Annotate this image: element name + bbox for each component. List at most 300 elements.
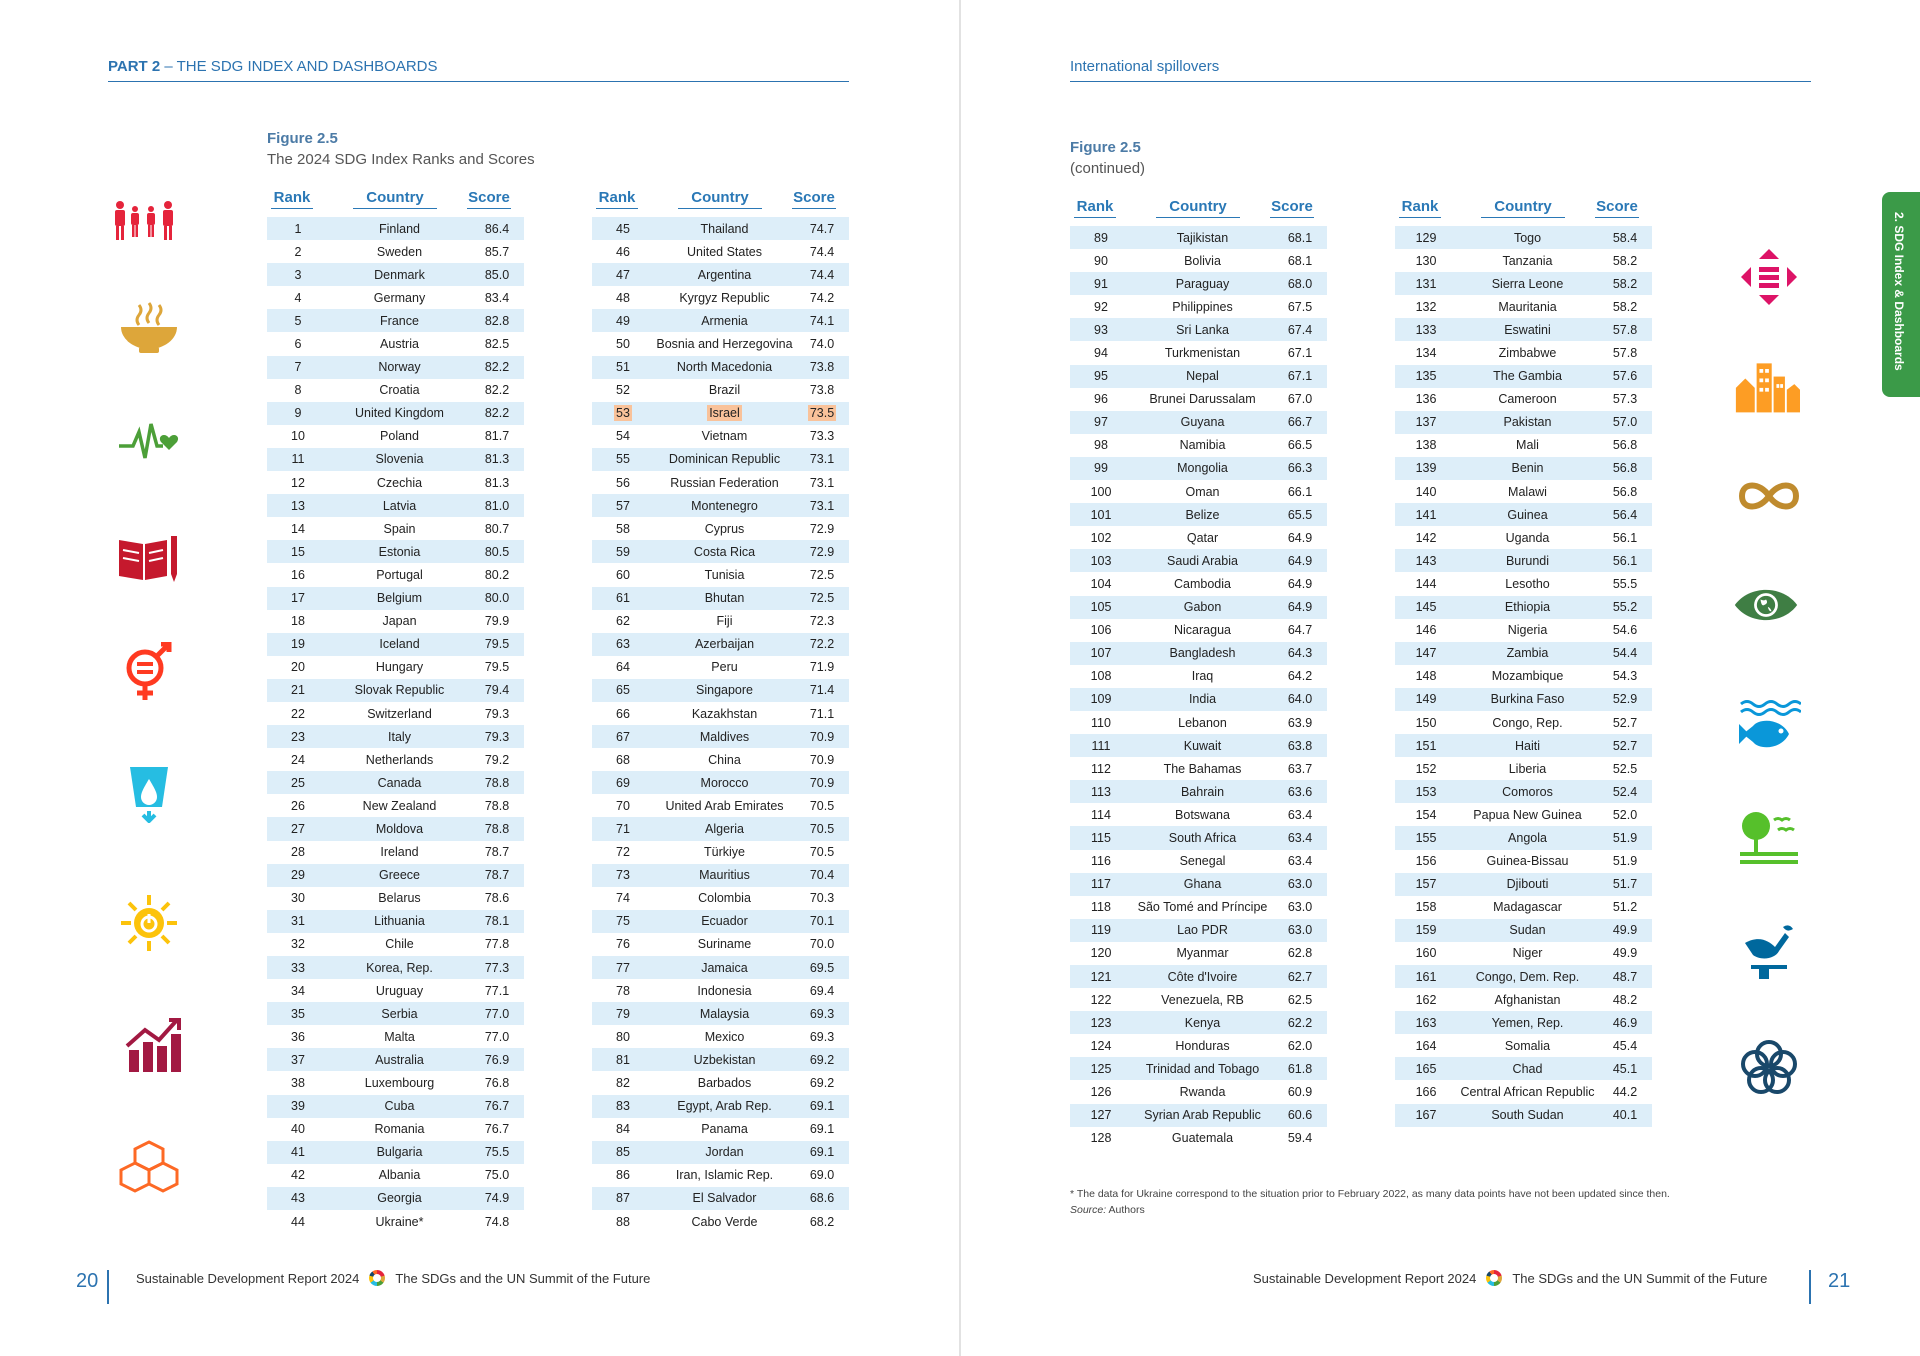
rank-cell: 74 — [616, 891, 630, 906]
score-cell: 62.0 — [1287, 1038, 1313, 1053]
rank-cell: 161 — [1415, 969, 1437, 984]
score-cell: 63.6 — [1287, 784, 1313, 799]
table-row — [592, 910, 849, 933]
country-cell: Mozambique — [1491, 669, 1564, 684]
rank-cell: 108 — [1090, 669, 1112, 684]
rank-cell: 57 — [616, 498, 630, 513]
rank-cell: 81 — [616, 1052, 630, 1067]
table-row — [267, 563, 524, 586]
table-row — [592, 679, 849, 702]
table-row — [1070, 665, 1327, 688]
country-cell: Ireland — [380, 845, 419, 860]
score-cell: 80.7 — [484, 521, 510, 536]
table-row — [267, 1141, 524, 1164]
country-cell: Egypt, Arab Rep. — [677, 1099, 772, 1114]
table-row — [1070, 295, 1327, 318]
score-cell: 79.9 — [484, 614, 510, 629]
table-row — [592, 725, 849, 748]
rank-cell: 47 — [616, 267, 630, 282]
table-row — [592, 309, 849, 332]
score-cell: 74.8 — [484, 1214, 510, 1229]
table-header — [267, 184, 524, 209]
table-row — [1395, 803, 1652, 826]
rank-cell: 36 — [291, 1029, 305, 1044]
rank-cell: 26 — [291, 798, 305, 813]
country-cell: Poland — [380, 429, 419, 444]
rank-cell: 166 — [1415, 1085, 1437, 1100]
table-row — [267, 933, 524, 956]
country-cell: Nepal — [1186, 369, 1219, 384]
rank-cell: 156 — [1415, 854, 1437, 869]
table-row — [1395, 688, 1652, 711]
table-row — [267, 356, 524, 379]
table-row — [1395, 665, 1652, 688]
country-cell: Papua New Guinea — [1473, 807, 1582, 822]
score-cell: 56.8 — [1612, 461, 1638, 476]
table-row — [267, 540, 524, 563]
table-row — [1395, 1057, 1652, 1080]
country-cell: Saudi Arabia — [1167, 553, 1238, 568]
table-row — [592, 633, 849, 656]
score-cell: 86.4 — [484, 221, 510, 236]
rank-cell: 139 — [1415, 461, 1437, 476]
country-cell: Moldova — [375, 821, 424, 836]
country-cell: Zambia — [1506, 646, 1549, 661]
rank-cell: 56 — [616, 475, 630, 490]
table-row — [1395, 295, 1652, 318]
sdg-wheel-icon — [369, 1270, 385, 1286]
table-row — [267, 1002, 524, 1025]
page-number-divider — [107, 1270, 109, 1304]
rank-cell: 132 — [1415, 299, 1437, 314]
table-row — [1395, 434, 1652, 457]
table-row — [1070, 503, 1327, 526]
rank-cell: 15 — [291, 544, 305, 559]
score-cell: 56.1 — [1612, 530, 1638, 545]
table-row — [267, 217, 524, 240]
score-cell: 70.9 — [809, 775, 835, 790]
rank-cell: 24 — [291, 752, 305, 767]
country-cell: Bolivia — [1184, 253, 1221, 268]
table-row — [1070, 965, 1327, 988]
table-row — [1070, 1057, 1327, 1080]
score-cell: 78.8 — [484, 775, 510, 790]
rank-cell: 34 — [291, 983, 305, 998]
table-row — [1395, 1080, 1652, 1103]
country-cell: Colombia — [698, 891, 751, 906]
score-cell: 57.8 — [1612, 346, 1638, 361]
score-cell: 54.4 — [1612, 646, 1638, 661]
country-cell: Congo, Dem. Rep. — [1475, 969, 1580, 984]
country-cell: Luxembourg — [364, 1076, 435, 1091]
footer: Sustainable Development Report 2024 The SDGs and the UN Summit of the Future — [136, 1270, 651, 1286]
score-cell: 81.3 — [484, 452, 510, 467]
table-row — [1070, 896, 1327, 919]
decent-work-icon — [120, 1012, 186, 1078]
country-cell: Tajikistan — [1176, 230, 1229, 245]
table-row — [592, 517, 849, 540]
rank-cell: 118 — [1091, 900, 1111, 915]
rank-cell: 140 — [1415, 484, 1437, 499]
rank-cell: 105 — [1090, 600, 1112, 615]
table-row — [267, 771, 524, 794]
table-header — [1395, 193, 1652, 218]
country-cell: Central African Republic — [1460, 1085, 1595, 1100]
rank-cell: 159 — [1415, 923, 1437, 938]
score-cell: 40.1 — [1612, 1108, 1638, 1123]
country-cell: Somalia — [1504, 1038, 1551, 1053]
table-row — [1395, 850, 1652, 873]
rank-cell: 45 — [616, 221, 630, 236]
score-cell: 67.1 — [1287, 346, 1313, 361]
country-cell: Brazil — [708, 383, 741, 398]
score-cell: 85.0 — [484, 267, 510, 282]
country-cell: Finland — [379, 221, 420, 236]
table-row — [267, 1187, 524, 1210]
country-cell: The Bahamas — [1163, 761, 1242, 776]
country-cell: Bahrain — [1180, 784, 1225, 799]
rank-cell: 52 — [616, 383, 630, 398]
country-cell: Venezuela, RB — [1161, 992, 1244, 1007]
rank-cell: 143 — [1415, 553, 1437, 568]
table-row — [1070, 411, 1327, 434]
score-cell: 66.5 — [1287, 438, 1313, 453]
running-header: PART 2 – THE SDG INDEX AND DASHBOARDS — [108, 58, 849, 82]
score-cell: 64.9 — [1287, 576, 1313, 591]
score-cell: 58.2 — [1612, 253, 1638, 268]
table-row — [267, 402, 524, 425]
score-cell: 73.5 — [809, 406, 835, 421]
country-cell: Bangladesh — [1169, 646, 1236, 661]
table-row — [267, 448, 524, 471]
score-cell: 69.1 — [809, 1145, 835, 1160]
rank-cell: 85 — [616, 1145, 630, 1160]
table-row — [267, 794, 524, 817]
rank-cell: 22 — [291, 706, 305, 721]
country-header: Country — [1481, 198, 1565, 218]
country-cell: Oman — [1185, 484, 1220, 499]
country-cell: Sudan — [1509, 923, 1546, 938]
score-header: Score — [1270, 198, 1314, 218]
country-cell: Latvia — [382, 498, 417, 513]
country-cell: Fiji — [716, 614, 733, 629]
rank-cell: 124 — [1090, 1038, 1112, 1053]
score-cell: 44.2 — [1612, 1085, 1638, 1100]
country-cell: Kenya — [1184, 1015, 1221, 1030]
score-cell: 57.3 — [1612, 392, 1638, 407]
table-row — [267, 332, 524, 355]
table-row — [267, 610, 524, 633]
country-cell: Belize — [1185, 507, 1220, 522]
table-row — [267, 286, 524, 309]
table-row — [1070, 757, 1327, 780]
table-row — [1395, 826, 1652, 849]
rank-cell: 38 — [291, 1076, 305, 1091]
rank-cell: 92 — [1094, 299, 1108, 314]
country-cell: Albania — [378, 1168, 421, 1183]
clean-water-icon — [116, 760, 182, 826]
table-row — [1395, 388, 1652, 411]
country-cell: Canada — [377, 775, 422, 790]
table-row — [1395, 272, 1652, 295]
score-cell: 72.2 — [809, 637, 835, 652]
table-row — [1070, 549, 1327, 572]
score-cell: 82.5 — [484, 337, 510, 352]
rank-cell: 13 — [291, 498, 305, 513]
rank-cell: 98 — [1094, 438, 1108, 453]
table-row — [592, 979, 849, 1002]
score-cell: 68.1 — [1287, 253, 1313, 268]
score-cell: 74.7 — [809, 221, 835, 236]
country-cell: Turkmenistan — [1164, 346, 1241, 361]
country-cell: Vietnam — [701, 429, 748, 444]
rank-cell: 55 — [616, 452, 630, 467]
score-cell: 63.0 — [1287, 877, 1313, 892]
rank-cell: 135 — [1415, 369, 1437, 384]
score-cell: 70.5 — [809, 821, 835, 836]
country-cell: Lithuania — [374, 914, 425, 929]
country-cell: Cambodia — [1174, 576, 1231, 591]
table-row — [1070, 688, 1327, 711]
rank-cell: 103 — [1090, 553, 1112, 568]
score-cell: 56.1 — [1612, 553, 1638, 568]
table-row — [1395, 757, 1652, 780]
table-row — [1070, 434, 1327, 457]
score-header: Score — [467, 189, 511, 209]
rank-cell: 71 — [616, 821, 630, 836]
score-cell: 79.3 — [484, 729, 510, 744]
country-cell: Chad — [1512, 1061, 1543, 1076]
rank-cell: 49 — [616, 313, 630, 328]
score-cell: 80.5 — [484, 544, 510, 559]
country-cell: Brunei Darussalam — [1149, 392, 1256, 407]
rank-cell: 70 — [616, 798, 630, 813]
rank-cell: 63 — [616, 637, 630, 652]
zero-hunger-icon — [116, 295, 182, 361]
table-row — [267, 1071, 524, 1094]
country-cell: Kazakhstan — [691, 706, 758, 721]
country-cell: Qatar — [1186, 530, 1219, 545]
peace-justice-icon — [1736, 918, 1802, 984]
table-row — [1070, 919, 1327, 942]
score-cell: 51.7 — [1612, 877, 1638, 892]
score-cell: 82.8 — [484, 313, 510, 328]
country-cell: Ethiopia — [1504, 600, 1551, 615]
table-row — [267, 910, 524, 933]
rank-cell: 20 — [291, 660, 305, 675]
rank-cell: 93 — [1094, 322, 1108, 337]
table-row — [592, 540, 849, 563]
rank-cell: 3 — [294, 267, 302, 282]
score-cell: 66.3 — [1287, 461, 1313, 476]
country-cell: Tanzania — [1502, 253, 1553, 268]
country-cell: Eswatini — [1504, 322, 1551, 337]
score-cell: 63.9 — [1287, 715, 1313, 730]
rank-table-1 — [267, 184, 524, 1233]
score-cell: 51.9 — [1612, 854, 1638, 869]
rank-cell: 114 — [1091, 807, 1111, 822]
rank-cell: 53 — [616, 406, 630, 421]
rank-cell: 146 — [1415, 623, 1437, 638]
rank-cell: 41 — [291, 1145, 305, 1160]
table-row — [267, 1210, 524, 1233]
rank-cell: 157 — [1415, 877, 1437, 892]
rank-cell: 62 — [616, 614, 630, 629]
country-cell: Togo — [1513, 230, 1542, 245]
table-row — [267, 702, 524, 725]
rank-cell: 164 — [1415, 1038, 1437, 1053]
score-cell: 78.8 — [484, 821, 510, 836]
rank-cell: 72 — [616, 845, 630, 860]
score-cell: 73.1 — [809, 498, 835, 513]
score-cell: 81.0 — [484, 498, 510, 513]
rank-cell: 35 — [291, 1006, 305, 1021]
country-cell: Trinidad and Tobago — [1145, 1061, 1260, 1076]
score-cell: 72.9 — [809, 521, 835, 536]
score-cell: 52.7 — [1612, 738, 1638, 753]
table-row — [1395, 896, 1652, 919]
score-cell: 74.4 — [809, 267, 835, 282]
rank-cell: 141 — [1415, 507, 1437, 522]
country-cell: Belarus — [378, 891, 421, 906]
table-row — [592, 448, 849, 471]
rank-header: Rank — [1074, 198, 1116, 218]
score-cell: 74.0 — [809, 337, 835, 352]
table-row — [1395, 226, 1652, 249]
rank-cell: 50 — [616, 337, 630, 352]
rank-cell: 59 — [616, 544, 630, 559]
table-row — [1070, 642, 1327, 665]
country-cell: Lesotho — [1505, 576, 1550, 591]
chapter-side-tab[interactable]: 2. SDG Index & Dashboards — [1882, 192, 1920, 397]
score-cell: 48.2 — [1612, 992, 1638, 1007]
rank-cell: 100 — [1090, 484, 1112, 499]
score-cell: 69.3 — [809, 1006, 835, 1021]
score-cell: 58.2 — [1612, 299, 1638, 314]
country-cell: France — [380, 313, 419, 328]
table-row — [267, 1025, 524, 1048]
score-cell: 73.3 — [809, 429, 835, 444]
country-cell: Iraq — [1191, 669, 1214, 684]
rank-cell: 90 — [1094, 253, 1108, 268]
rank-cell: 96 — [1094, 392, 1108, 407]
country-cell: Guinea — [1507, 507, 1548, 522]
table-row — [592, 702, 849, 725]
rank-cell: 64 — [616, 660, 630, 675]
table-row — [592, 1141, 849, 1164]
country-cell: Comoros — [1502, 784, 1553, 799]
rank-cell: 25 — [291, 775, 305, 790]
table-row — [1070, 596, 1327, 619]
rank-cell: 69 — [616, 775, 630, 790]
country-cell: Burundi — [1505, 553, 1550, 568]
score-cell: 61.8 — [1287, 1061, 1313, 1076]
score-cell: 71.4 — [809, 683, 835, 698]
score-cell: 79.3 — [484, 706, 510, 721]
rank-cell: 21 — [291, 683, 305, 698]
table-row — [592, 563, 849, 586]
table-row — [267, 587, 524, 610]
score-cell: 48.7 — [1612, 969, 1638, 984]
clean-energy-icon — [116, 890, 182, 956]
rank-cell: 119 — [1091, 923, 1111, 938]
table-row — [1395, 873, 1652, 896]
country-cell: Lebanon — [1178, 715, 1227, 730]
rank-cell: 27 — [291, 821, 305, 836]
table-row — [267, 494, 524, 517]
table-row — [267, 864, 524, 887]
country-cell: Zimbabwe — [1498, 346, 1557, 361]
score-cell: 51.9 — [1612, 830, 1638, 845]
table-row — [592, 1025, 849, 1048]
rank-cell: 160 — [1415, 946, 1437, 961]
good-health-icon — [116, 408, 182, 474]
score-cell: 63.0 — [1287, 923, 1313, 938]
table-row — [592, 471, 849, 494]
table-row — [1070, 272, 1327, 295]
score-cell: 73.8 — [809, 360, 835, 375]
score-cell: 55.2 — [1612, 600, 1638, 615]
table-row — [1070, 734, 1327, 757]
rank-cell: 91 — [1094, 276, 1108, 291]
score-cell: 63.7 — [1287, 761, 1313, 776]
score-cell: 70.1 — [809, 914, 835, 929]
rank-cell: 145 — [1415, 600, 1437, 615]
country-cell: Djibouti — [1506, 877, 1549, 892]
table-row — [1070, 1127, 1327, 1150]
score-cell: 77.0 — [484, 1029, 510, 1044]
score-cell: 64.2 — [1287, 669, 1313, 684]
score-cell: 64.9 — [1287, 530, 1313, 545]
country-header: Country — [678, 189, 762, 209]
score-cell: 82.2 — [484, 383, 510, 398]
country-cell: Denmark — [374, 267, 425, 282]
country-cell: Panama — [701, 1122, 748, 1137]
rank-cell: 78 — [616, 983, 630, 998]
table-row — [1070, 457, 1327, 480]
country-cell: Türkiye — [704, 845, 745, 860]
country-cell: Malta — [384, 1029, 415, 1044]
rank-cell: 84 — [616, 1122, 630, 1137]
score-cell: 73.8 — [809, 383, 835, 398]
country-cell: Australia — [375, 1052, 424, 1067]
table-row — [1070, 480, 1327, 503]
rank-cell: 120 — [1090, 946, 1112, 961]
table-row — [1395, 642, 1652, 665]
score-cell: 62.7 — [1287, 969, 1313, 984]
score-cell: 79.4 — [484, 683, 510, 698]
rank-cell: 147 — [1415, 646, 1437, 661]
rank-table-2 — [592, 184, 849, 1233]
country-cell: Jamaica — [701, 960, 748, 975]
score-cell: 77.1 — [484, 983, 510, 998]
score-cell: 85.7 — [484, 244, 510, 259]
score-cell: 76.7 — [484, 1099, 510, 1114]
country-cell: Uzbekistan — [693, 1052, 756, 1067]
country-cell: Mongolia — [1177, 461, 1228, 476]
score-cell: 77.8 — [484, 937, 510, 952]
left-page — [0, 0, 959, 1356]
rank-cell: 162 — [1415, 992, 1437, 1007]
climate-action-icon — [1733, 572, 1799, 638]
table-row — [1070, 226, 1327, 249]
country-cell: Syrian Arab Republic — [1144, 1108, 1261, 1123]
score-cell: 78.7 — [484, 845, 510, 860]
rank-cell: 133 — [1415, 322, 1437, 337]
table-row — [1395, 480, 1652, 503]
table-row — [1070, 526, 1327, 549]
rank-cell: 149 — [1415, 692, 1437, 707]
